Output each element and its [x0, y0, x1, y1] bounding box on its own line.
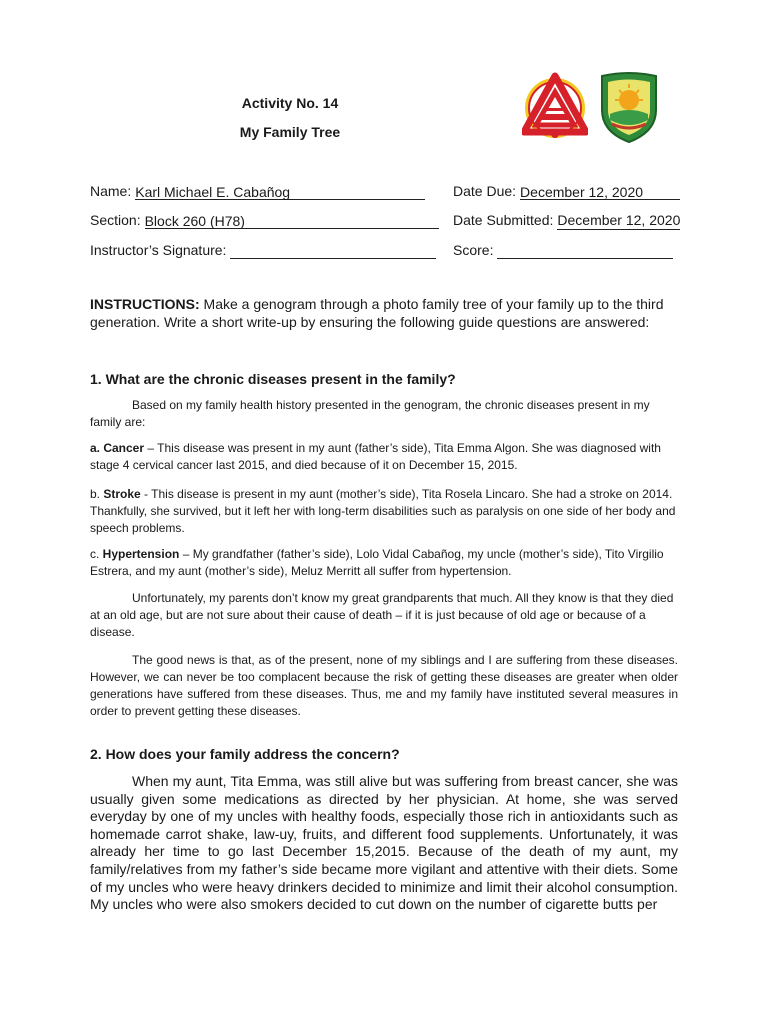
hypertension-prefix: c.: [90, 547, 103, 561]
instructions-paragraph: [90, 296, 678, 331]
university-seal-icon: [522, 70, 588, 147]
disease-hypertension: [90, 546, 678, 580]
paragraph-unfortunately: Unfortunately, my parents don’t know my great grandparents that much. All they know is that they died at an old age, but are not sure about their cause of death – if it is just because of old age or because of a disease.: [90, 591, 674, 639]
date-due-label: Date Due:: [453, 183, 517, 199]
section-label: Section:: [90, 212, 141, 228]
activity-title: Activity No. 14: [241, 95, 339, 111]
date-due-value: December 12, 2020: [520, 184, 644, 200]
date-submitted-label: Date Submitted:: [453, 212, 554, 228]
date-submitted-value: December 12, 2020: [557, 212, 681, 228]
hypertension-label: Hypertension: [102, 547, 180, 561]
cancer-text: – This disease was present in my aunt (father’s side), Tita Emma Algon. She was diagnosed with stage 4 cervical cancer last 2015, and died because of it on December 15, 2015.: [90, 441, 661, 472]
activity-subtitle: My Family Tree: [239, 124, 341, 140]
score-label: Score:: [453, 242, 494, 258]
name-label: Name:: [90, 183, 132, 199]
name-field: [135, 183, 425, 200]
instructions-label: INSTRUCTIONS:: [90, 296, 200, 312]
paragraph-good-news: The good news is that, as of the present, none of my siblings and I are suffering from these diseases. However, we can never be too complacent because the risk of getting these diseases are greater when older generations have suffered from these diseases. Thus, me and my family have instituted several measures in order to prevent getting these diseases.: [90, 653, 678, 718]
cancer-label: a. Cancer: [90, 441, 145, 455]
disease-cancer: [90, 440, 678, 474]
date-submitted-row: [453, 211, 680, 230]
section-field: [145, 212, 439, 229]
name-row: [90, 182, 425, 200]
instructor-signature-label: Instructor’s Signature:: [90, 242, 227, 258]
disease-stroke: [90, 486, 678, 537]
question-2-heading: 2. How does your family address the concern?: [90, 746, 400, 762]
date-due-row: [453, 182, 680, 200]
section2-paragraph: When my aunt, Tita Emma, was still alive but was suffering from breast cancer, she was usually given some medications as directed by her physician. At home, she was served everyday by one of my uncles with healthy foods, especially those rich in antioxidants such as homemade carrot shake, law-uy, fruits, and different food supplements. Unfortunately, it was already her time to go last December 15,2015. Because of the death of my aunt, my family/relatives from my father’s side became more vigilant and attentive with their diets. Some of my uncles who were heavy drinkers decided to minimize and limit their alcohol consumption. My uncles who were also smokers decided to cut down on the number of cigarette butts per: [90, 773, 678, 913]
question-1-heading: 1. What are the chronic diseases present in the family?: [90, 371, 456, 387]
name-value: Karl Michael E. Cabañog: [135, 184, 291, 200]
date-due-field: [520, 183, 680, 200]
college-seal-icon: [598, 70, 660, 149]
section1-intro: Based on my family health history presented in the genogram, the chronic diseases present in my family are:: [90, 398, 650, 429]
stroke-label: Stroke: [103, 487, 141, 501]
instructions-text: Make a genogram through a photo family tree of your family up to the third generation. Write a short write-up by ensuring the following guide questions are answered:: [90, 296, 664, 330]
instructor-signature-line: [230, 244, 436, 259]
score-line: [497, 244, 673, 259]
score-row: [453, 241, 673, 259]
section-row: [90, 211, 439, 229]
section-value: Block 260 (H78): [144, 213, 245, 229]
stroke-text: - This disease is present in my aunt (mother’s side), Tita Rosela Lincaro. She had a stroke on 2014. Thankfully, she survived, but it left her with long-term disabilities such as paralysis on one side of her body and speech problems.: [90, 487, 676, 535]
stroke-prefix: b.: [90, 487, 104, 501]
hypertension-text: – My grandfather (father’s side), Lolo Vidal Cabañog, my uncle (mother’s side), Tito Virgilio Estrera, and my aunt (mother’s side), Meluz Merritt all suffer from hypertension.: [90, 547, 664, 578]
instructor-row: [90, 241, 436, 259]
